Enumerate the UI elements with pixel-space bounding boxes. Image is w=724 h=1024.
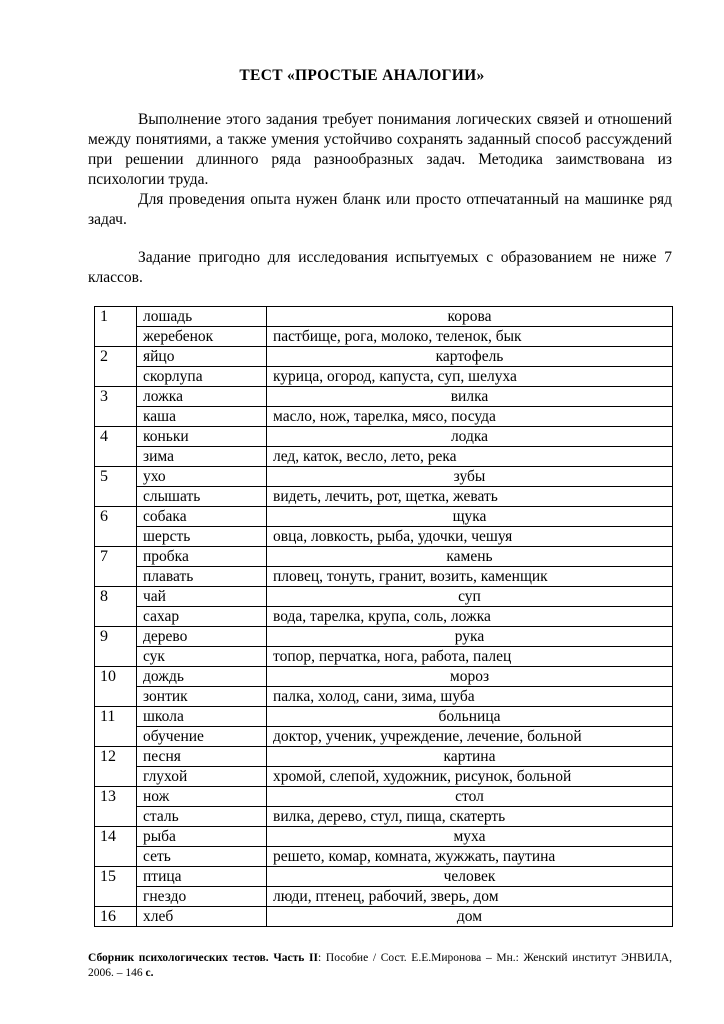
task-row [95, 567, 673, 587]
task-row [95, 707, 673, 727]
task-word-2: шерсть [137, 527, 267, 547]
task-row [95, 867, 673, 887]
task-row [95, 587, 673, 607]
task-word-1: ухо [137, 467, 267, 487]
task-word-1: собака [137, 507, 267, 527]
intro-paragraph-1: Выполнение этого задания требует понимания логических связей и отношений между понятиями, а также умения устойчиво сохранять заданный способ рассуждений при решении длинного ряда разнообразных задач. Методика заимствована из психологии труда. [88, 111, 672, 188]
task-word-2: зонтик [137, 687, 267, 707]
task-row [95, 647, 673, 667]
task-options: топор, перчатка, нога, работа, палец [267, 647, 673, 667]
task-options: палка, холод, сани, зима, шуба [267, 687, 673, 707]
task-row [95, 727, 673, 747]
task-number: 8 [95, 587, 137, 627]
task-target-word: человек [267, 867, 673, 887]
task-options: вилка, дерево, стул, пища, скатерть [267, 807, 673, 827]
task-number: 10 [95, 667, 137, 707]
task-number: 9 [95, 627, 137, 667]
task-word-2: жеребенок [137, 327, 267, 347]
task-word-1: хлеб [137, 907, 267, 927]
task-row [95, 307, 673, 327]
task-options: хромой, слепой, художник, рисунок, больной [267, 767, 673, 787]
task-target-word: камень [267, 547, 673, 567]
task-target-word: дом [267, 907, 673, 927]
task-row [95, 887, 673, 907]
task-options: лед, каток, весло, лето, река [267, 447, 673, 467]
task-row [95, 407, 673, 427]
task-word-2: сахар [137, 607, 267, 627]
task-target-word: больница [267, 707, 673, 727]
footer-citation-title: Сборник психологических тестов. Часть II [88, 952, 318, 964]
task-options: курица, огород, капуста, суп, шелуха [267, 367, 673, 387]
task-word-1: нож [137, 787, 267, 807]
intro-paragraph-2: Для проведения опыта нужен бланк или просто отпечатанный на машинке ряд задач. [88, 191, 672, 228]
task-options: видеть, лечить, рот, щетка, жевать [267, 487, 673, 507]
task-row [95, 367, 673, 387]
task-word-1: яйцо [137, 347, 267, 367]
task-word-2: слышать [137, 487, 267, 507]
task-number: 15 [95, 867, 137, 907]
task-row [95, 327, 673, 347]
footer-citation [88, 951, 672, 981]
task-word-2: зима [137, 447, 267, 467]
task-row [95, 747, 673, 767]
analogies-table [94, 306, 673, 927]
task-row [95, 807, 673, 827]
task-number: 7 [95, 547, 137, 587]
task-target-word: картина [267, 747, 673, 767]
task-word-2: глухой [137, 767, 267, 787]
task-row [95, 527, 673, 547]
task-number: 1 [95, 307, 137, 347]
task-row [95, 447, 673, 467]
task-row [95, 427, 673, 447]
task-options: доктор, ученик, учреждение, лечение, больной [267, 727, 673, 747]
task-row [95, 667, 673, 687]
task-row [95, 547, 673, 567]
task-row [95, 907, 673, 927]
task-number: 13 [95, 787, 137, 827]
task-row [95, 467, 673, 487]
task-word-1: лошадь [137, 307, 267, 327]
task-word-2: сталь [137, 807, 267, 827]
task-word-1: рыба [137, 827, 267, 847]
task-options: масло, нож, тарелка, мясо, посуда [267, 407, 673, 427]
page-title: ТЕСТ «ПРОСТЫЕ АНАЛОГИИ» [239, 67, 485, 84]
task-number: 3 [95, 387, 137, 427]
task-row [95, 827, 673, 847]
task-row [95, 627, 673, 647]
task-number: 4 [95, 427, 137, 467]
task-row [95, 767, 673, 787]
task-row [95, 607, 673, 627]
task-target-word: стол [267, 787, 673, 807]
task-target-word: картофель [267, 347, 673, 367]
task-word-2: обучение [137, 727, 267, 747]
task-word-1: дерево [137, 627, 267, 647]
task-target-word: суп [267, 587, 673, 607]
task-options: овца, ловкость, рыба, удочки, чешуя [267, 527, 673, 547]
task-options: пастбище, рога, молоко, теленок, бык [267, 327, 673, 347]
footer-citation-details: : Пособие / Сост. Е.Е.Миронова – Мн.: Женский институт ЭНВИЛА, 2006. – 146 [88, 952, 672, 979]
task-options: решето, комар, комната, жужжать, паутина [267, 847, 673, 867]
task-number: 6 [95, 507, 137, 547]
task-word-1: ложка [137, 387, 267, 407]
task-row [95, 387, 673, 407]
task-word-1: птица [137, 867, 267, 887]
task-target-word: лодка [267, 427, 673, 447]
task-word-1: дождь [137, 667, 267, 687]
task-number: 12 [95, 747, 137, 787]
task-word-1: песня [137, 747, 267, 767]
task-row [95, 847, 673, 867]
task-target-word: муха [267, 827, 673, 847]
task-row [95, 507, 673, 527]
intro-paragraph-3: Задание пригодно для исследования испытуемых с образованием не ниже 7 классов. [88, 249, 672, 286]
task-word-2: гнездо [137, 887, 267, 907]
task-options: пловец, тонуть, гранит, возить, каменщик [267, 567, 673, 587]
task-row [95, 687, 673, 707]
task-target-word: мороз [267, 667, 673, 687]
task-target-word: корова [267, 307, 673, 327]
task-target-word: зубы [267, 467, 673, 487]
task-word-1: пробка [137, 547, 267, 567]
task-row [95, 787, 673, 807]
task-word-2: сук [137, 647, 267, 667]
task-row [95, 347, 673, 367]
task-number: 5 [95, 467, 137, 507]
task-number: 2 [95, 347, 137, 387]
task-target-word: вилка [267, 387, 673, 407]
task-target-word: щука [267, 507, 673, 527]
task-word-2: сеть [137, 847, 267, 867]
task-number: 14 [95, 827, 137, 867]
task-target-word: рука [267, 627, 673, 647]
task-word-2: скорлупа [137, 367, 267, 387]
footer-citation-end: с. [145, 967, 154, 979]
task-number: 16 [95, 907, 137, 927]
task-row [95, 487, 673, 507]
task-options: вода, тарелка, крупа, соль, ложка [267, 607, 673, 627]
task-word-1: школа [137, 707, 267, 727]
task-word-1: чай [137, 587, 267, 607]
task-word-2: плавать [137, 567, 267, 587]
task-word-2: каша [137, 407, 267, 427]
task-word-1: коньки [137, 427, 267, 447]
task-number: 11 [95, 707, 137, 747]
task-options: люди, птенец, рабочий, зверь, дом [267, 887, 673, 907]
